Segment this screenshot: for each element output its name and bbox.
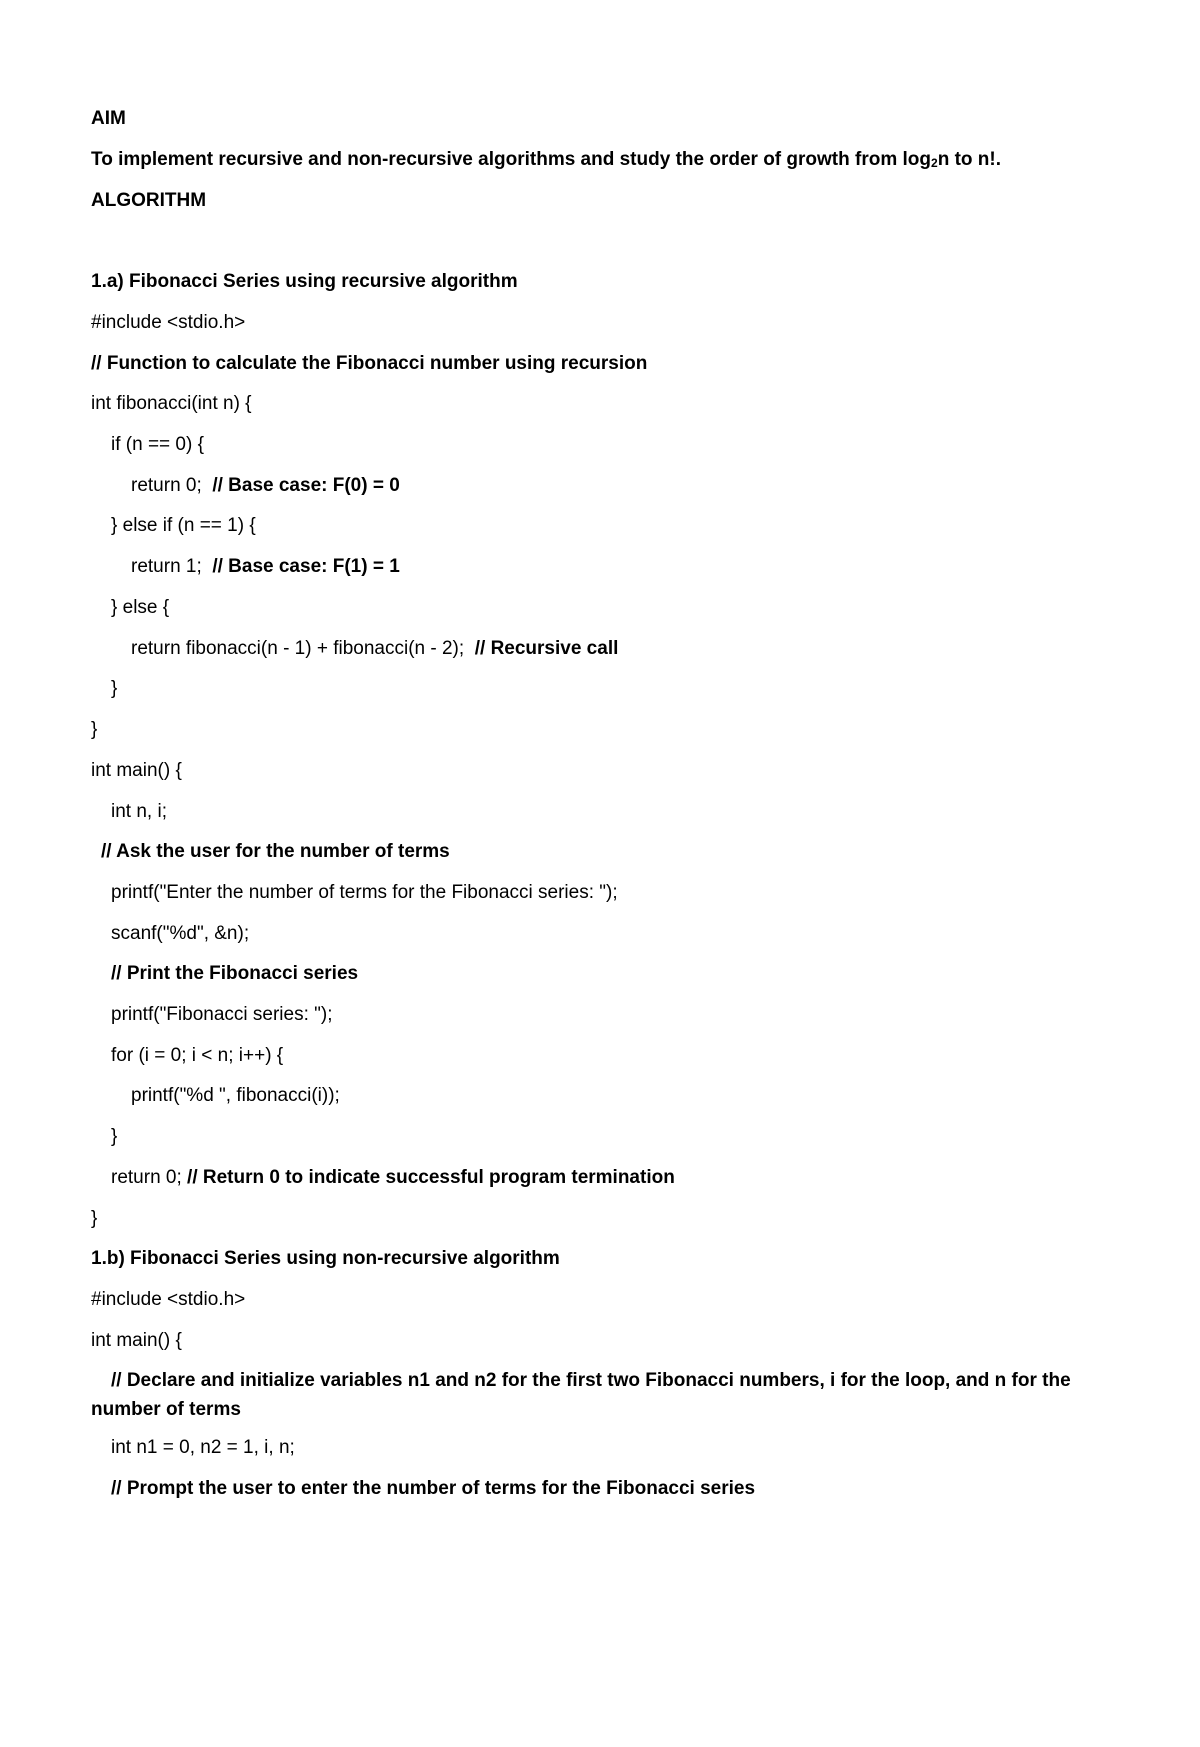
code-comment: // Function to calculate the Fibonacci number using recursion [91, 353, 648, 374]
section-a-title: 1.a) Fibonacci Series using recursive algorithm [91, 271, 518, 292]
aim-text-part-b: n to n!. [937, 149, 1001, 170]
code-line [131, 474, 400, 498]
code-text: return fibonacci(n - 1) + fibonacci(n - 2); [131, 638, 475, 659]
aim-heading-text: AIM [91, 108, 126, 129]
code-text: return 0; [131, 475, 213, 496]
aim-heading [91, 107, 126, 131]
code-comment: // Print the Fibonacci series [111, 963, 359, 984]
code-line [131, 637, 618, 661]
code-line: } else { [111, 597, 170, 618]
code-line [131, 555, 400, 579]
code-line: } [91, 719, 98, 740]
code-line: } [111, 1126, 118, 1147]
code-comment: // Return 0 to indicate successful program termination [187, 1167, 675, 1188]
aim-text-subscript: 2 [931, 156, 938, 170]
code-text: return 1; [131, 556, 213, 577]
code-line: printf("Fibonacci series: "); [111, 1004, 333, 1025]
code-comment: // Declare and initialize variables n1 and n2 for the first two Fibonacci numbers, i for the loop, and n for the number of terms [91, 1370, 1071, 1420]
algorithm-heading-text: ALGORITHM [91, 190, 207, 211]
code-line: if (n == 0) { [111, 434, 204, 455]
section-b-title: 1.b) Fibonacci Series using non-recursive algorithm [91, 1248, 560, 1269]
code-comment: // Prompt the user to enter the number of terms for the Fibonacci series [111, 1478, 756, 1499]
code-line: int n1 = 0, n2 = 1, i, n; [111, 1437, 295, 1458]
code-line: int main() { [91, 760, 182, 781]
aim-text-part-a: To implement recursive and non-recursive algorithms and study the order of growth from log [91, 149, 931, 170]
code-line: } [91, 1208, 98, 1229]
algorithm-heading [91, 189, 206, 213]
aim-text [91, 148, 1001, 175]
code-line: int n, i; [111, 801, 167, 822]
code-line: } else if (n == 1) { [111, 515, 256, 536]
code-comment: // Recursive call [474, 638, 619, 659]
code-comment: // Base case: F(0) = 0 [212, 475, 400, 496]
code-comment: // Base case: F(1) = 1 [212, 556, 400, 577]
code-line: printf("Enter the number of terms for the Fibonacci series: "); [111, 882, 618, 903]
code-line: #include <stdio.h> [91, 312, 246, 333]
code-line [111, 1166, 675, 1190]
code-line: int fibonacci(int n) { [91, 393, 252, 414]
code-line: } [111, 678, 118, 699]
code-line: for (i = 0; i < n; i++) { [111, 1045, 284, 1066]
code-line: scanf("%d", &n); [111, 923, 250, 944]
code-line: int main() { [91, 1330, 182, 1351]
code-comment: // Ask the user for the number of terms [101, 841, 450, 862]
code-line: #include <stdio.h> [91, 1289, 246, 1310]
code-text: return 0; [111, 1167, 188, 1188]
code-line: printf("%d ", fibonacci(i)); [131, 1085, 340, 1106]
